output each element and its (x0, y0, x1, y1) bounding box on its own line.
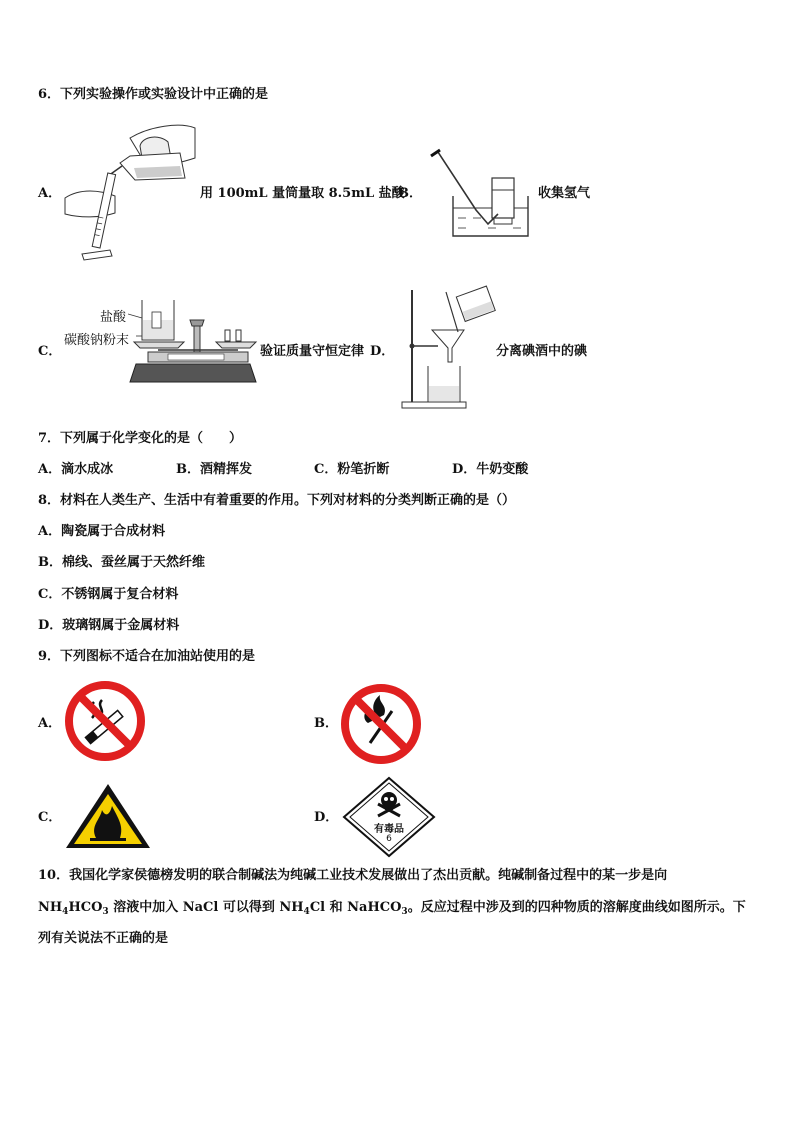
q9-b-no-open-flame-icon (340, 683, 422, 765)
q8-option-c[interactable]: C．不锈钢属于复合材料 (38, 587, 179, 602)
q10-line-1: 10．我国化学家侯德榜发明的联合制碱法为纯碱工业技术发展做出了杰出贡献。纯碱制备过程中的某一步是向 (38, 868, 668, 883)
q6-option-a-letter[interactable]: A． (38, 186, 62, 201)
q9-d-sign-text: 有毒品 (374, 824, 404, 835)
q7-option-b[interactable]: B．酒精挥发 (176, 462, 252, 477)
q8-option-a[interactable]: A．陶瓷属于合成材料 (38, 524, 166, 539)
q8-option-d[interactable]: D．玻璃钢属于金属材料 (38, 618, 180, 633)
q7-option-a[interactable]: A．滴水成冰 (38, 462, 114, 477)
q6-option-b-caption: 收集氢气 (538, 186, 591, 201)
q6-stem: 6．下列实验操作或实验设计中正确的是 (38, 87, 269, 102)
q8-option-b[interactable]: B．棉线、蚕丝属于天然纤维 (38, 555, 205, 570)
q6-a-figure-graduated-cylinder (60, 118, 200, 263)
q6-d-figure-filtration (398, 282, 498, 410)
q6-option-a-caption: 用 100mL 量筒量取 8.5mL 盐酸 (200, 186, 405, 201)
q6-c-figure-balance (128, 290, 258, 390)
q6-option-d-caption: 分离碘酒中的碘 (496, 344, 588, 359)
q6-option-b-letter[interactable]: B． (398, 186, 422, 201)
q10-line-3: 列有关说法不正确的是 (38, 931, 169, 946)
q10-line-2: $NH_4HCO_3$ 溶液中加入 NaCl 可以得到 $NH_4Cl$ 和 NaHCO$_3$。反应过程中涉及到的四种物质的溶解度曲线如图所示。下 (38, 900, 746, 917)
q7-option-c[interactable]: C．粉笔折断 (314, 462, 390, 477)
q9-d-toxic-label-icon (342, 776, 436, 858)
q7-option-d[interactable]: D．牛奶变酸 (452, 462, 529, 477)
q9-option-d-letter[interactable]: D． (314, 810, 339, 825)
q6-c-label-sodium-carbonate: 碳酸钠粉末 (64, 333, 130, 348)
q6-c-label-hydrochloric-acid: 盐酸 (100, 310, 127, 325)
q9-c-flammable-warning-icon (62, 780, 154, 852)
q9-option-a-letter[interactable]: A． (38, 716, 62, 731)
q6-b-figure-gas-collection (428, 148, 538, 240)
q9-option-b-letter[interactable]: B． (314, 716, 338, 731)
q9-option-c-letter[interactable]: C． (38, 810, 62, 825)
q6-option-c-caption: 验证质量守恒定律 (260, 344, 365, 359)
q6-option-d-letter[interactable]: D． (370, 344, 395, 359)
q6-option-c-letter[interactable]: C． (38, 344, 62, 359)
q9-d-sign-number: 6 (386, 834, 392, 844)
q7-stem: 7．下列属于化学变化的是（ ） (38, 431, 243, 446)
q9-a-no-smoking-icon (64, 680, 146, 762)
q9-stem: 9．下列图标不适合在加油站使用的是 (38, 649, 256, 664)
q8-stem: 8．材料在人类生产、生活中有着重要的作用。下列对材料的分类判断正确的是（） (38, 493, 516, 508)
